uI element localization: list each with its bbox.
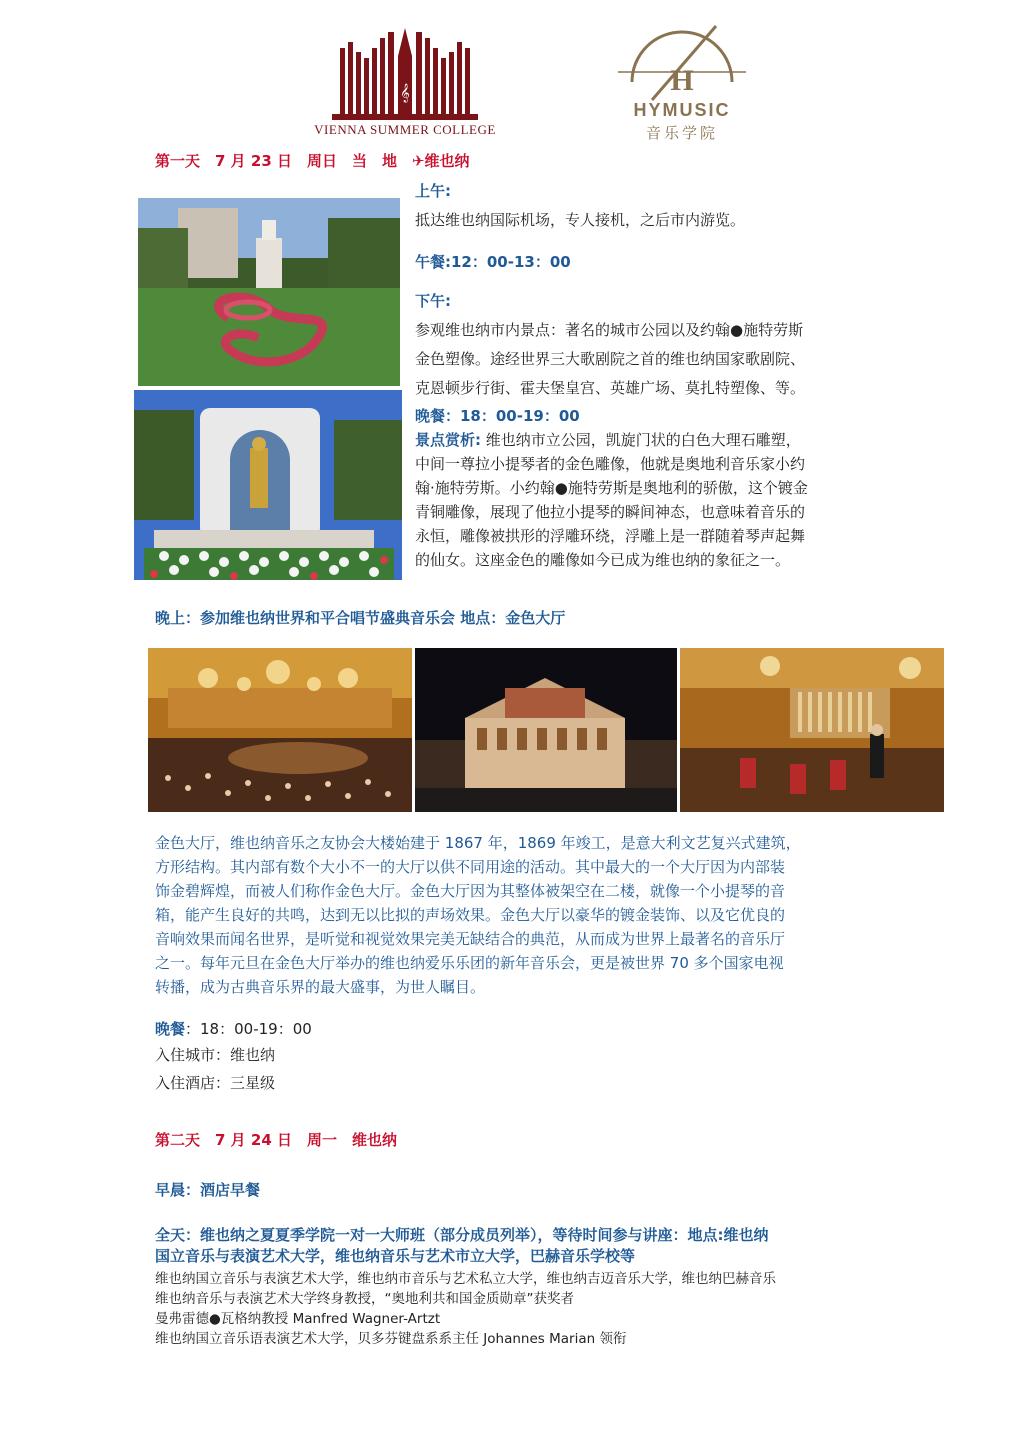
evening-concert: 晚上：参加维也纳世界和平合唱节盛典音乐会 地点：金色大厅 [155,609,566,627]
day1-header: 第一天 7 月 23 日 周日 当 地 ✈维也纳 [155,152,470,170]
hall-line: 音响效果而闻名世界，是听觉和视觉效果完美无缺结合的典范，从而成为世界上最著名的音乐厅 [155,930,786,948]
hall-line: 饰金碧辉煌，而被人们称作金色大厅。金色大厅因为其整体被架空在二楼，就像一个小提琴的音 [155,882,786,900]
morning-text: 抵达维也纳国际机场，专人接机，之后市内游览。 [415,211,746,229]
photo-johann-strauss-monument [134,390,402,580]
highlight-line: 永恒，雕像被拱形的浮雕环绕，浮雕上是一群随着琴声起舞 [415,527,806,545]
detail-line: 维也纳音乐与表演艺术大学终身教授，“奥地利共和国金质勋章”获奖者 [155,1291,574,1307]
photo-golden-hall-interior [148,648,412,812]
highlight-line: 翰·施特劳斯。小约翰●施特劳斯是奥地利的骄傲，这个镀金 [415,479,808,497]
vienna-logo-text: VIENNA SUMMER COLLEGE [314,122,496,137]
dinner2-time: ：18：00-19：00 [185,1020,312,1038]
photo-park-mozart-statue [138,198,400,386]
highlight-line: 中间一尊拉小提琴者的金色雕像，他就是奥地利音乐家小约 [415,455,806,473]
hall-line: 方形结构。其内部有数个大小不一的大厅以供不同用途的活动。其中最大的一个大厅因为内部装 [155,858,786,876]
highlight-label: 景点赏析: [415,431,481,449]
afternoon-label: 下午: [415,292,451,310]
stay-city: 入住城市：维也纳 [155,1046,276,1064]
detail-line: 维也纳国立音乐语表演艺术大学，贝多芬键盘系系主任 Johannes Marian 领衔 [155,1331,627,1347]
hall-line: 金色大厅，维也纳音乐之友协会大楼始建于 1867 年，1869 年竣工，是意大利文艺复兴式建筑， [155,834,801,852]
dinner-time: 晚餐：18：00-19：00 [415,407,580,425]
hymusic-mark: H [670,64,694,97]
afternoon-line: 参观维也纳市内景点：著名的城市公园以及约翰●施特劳斯 [415,321,804,339]
hymusic-brand: HYMUSIC [633,100,731,120]
highlight-first-line [415,429,801,450]
detail-line: 维也纳国立音乐与表演艺术大学，维也纳市音乐与艺术私立大学，维也纳吉迈音乐大学，维也纳巴赫音乐 [155,1271,776,1287]
breakfast: 早晨：酒店早餐 [155,1181,261,1199]
vienna-summer-college-logo [312,28,498,140]
svg-text:𝄞: 𝄞 [400,83,410,102]
highlight-line: 的仙女。这座金色的雕像如今已成为维也纳的象征之一。 [415,551,791,569]
hall-line: 之一。每年元旦在金色大厅举办的维也纳爱乐乐团的新年音乐会，更是被世界 70 多个国家电视 [155,954,784,972]
lunch-time: 午餐:12：00-13：00 [415,253,571,271]
hymusic-sub: 音乐学院 [645,124,718,142]
stay-hotel: 入住酒店：三星级 [155,1074,276,1092]
day2-header: 第二天 7 月 24 日 周一 维也纳 [155,1131,397,1149]
detail-line: 曼弗雷德●瓦格纳教授 Manfred Wagner-Artzt [155,1311,441,1327]
highlight-line: 青铜雕像，展现了他拉小提琴的瞬间神态，也意味着音乐的 [415,503,806,521]
afternoon-line: 克恩顿步行街、霍夫堡皇宫、英雄广场、莫扎特塑像、等。 [415,379,806,397]
dinner2 [155,1018,312,1039]
dinner2-label: 晚餐 [155,1020,186,1038]
photo-orchestra-on-stage [680,648,944,812]
highlight-line: 维也纳市立公园，凯旋门状的白色大理石雕塑， [485,431,801,449]
allday-line: 全天：维也纳之夏夏季学院一对一大师班（部分成员列举），等待时间参与讲座：地点:维也纳 [155,1226,769,1244]
allday-line: 国立音乐与表演艺术大学，维也纳音乐与艺术市立大学，巴赫音乐学校等 [155,1247,636,1265]
afternoon-line: 金色塑像。途经世界三大歌剧院之首的维也纳国家歌剧院、 [415,350,806,368]
photo-musikverein-night [415,648,677,812]
morning-label: 上午: [415,182,451,200]
hall-line: 转播，成为古典音乐界的最大盛事，为世人瞩目。 [155,978,486,996]
hymusic-logo [612,20,752,144]
hall-line: 箱，能产生良好的共鸣，达到无以比拟的声场效果。金色大厅以豪华的镀金装饰、以及它优良的 [155,906,786,924]
